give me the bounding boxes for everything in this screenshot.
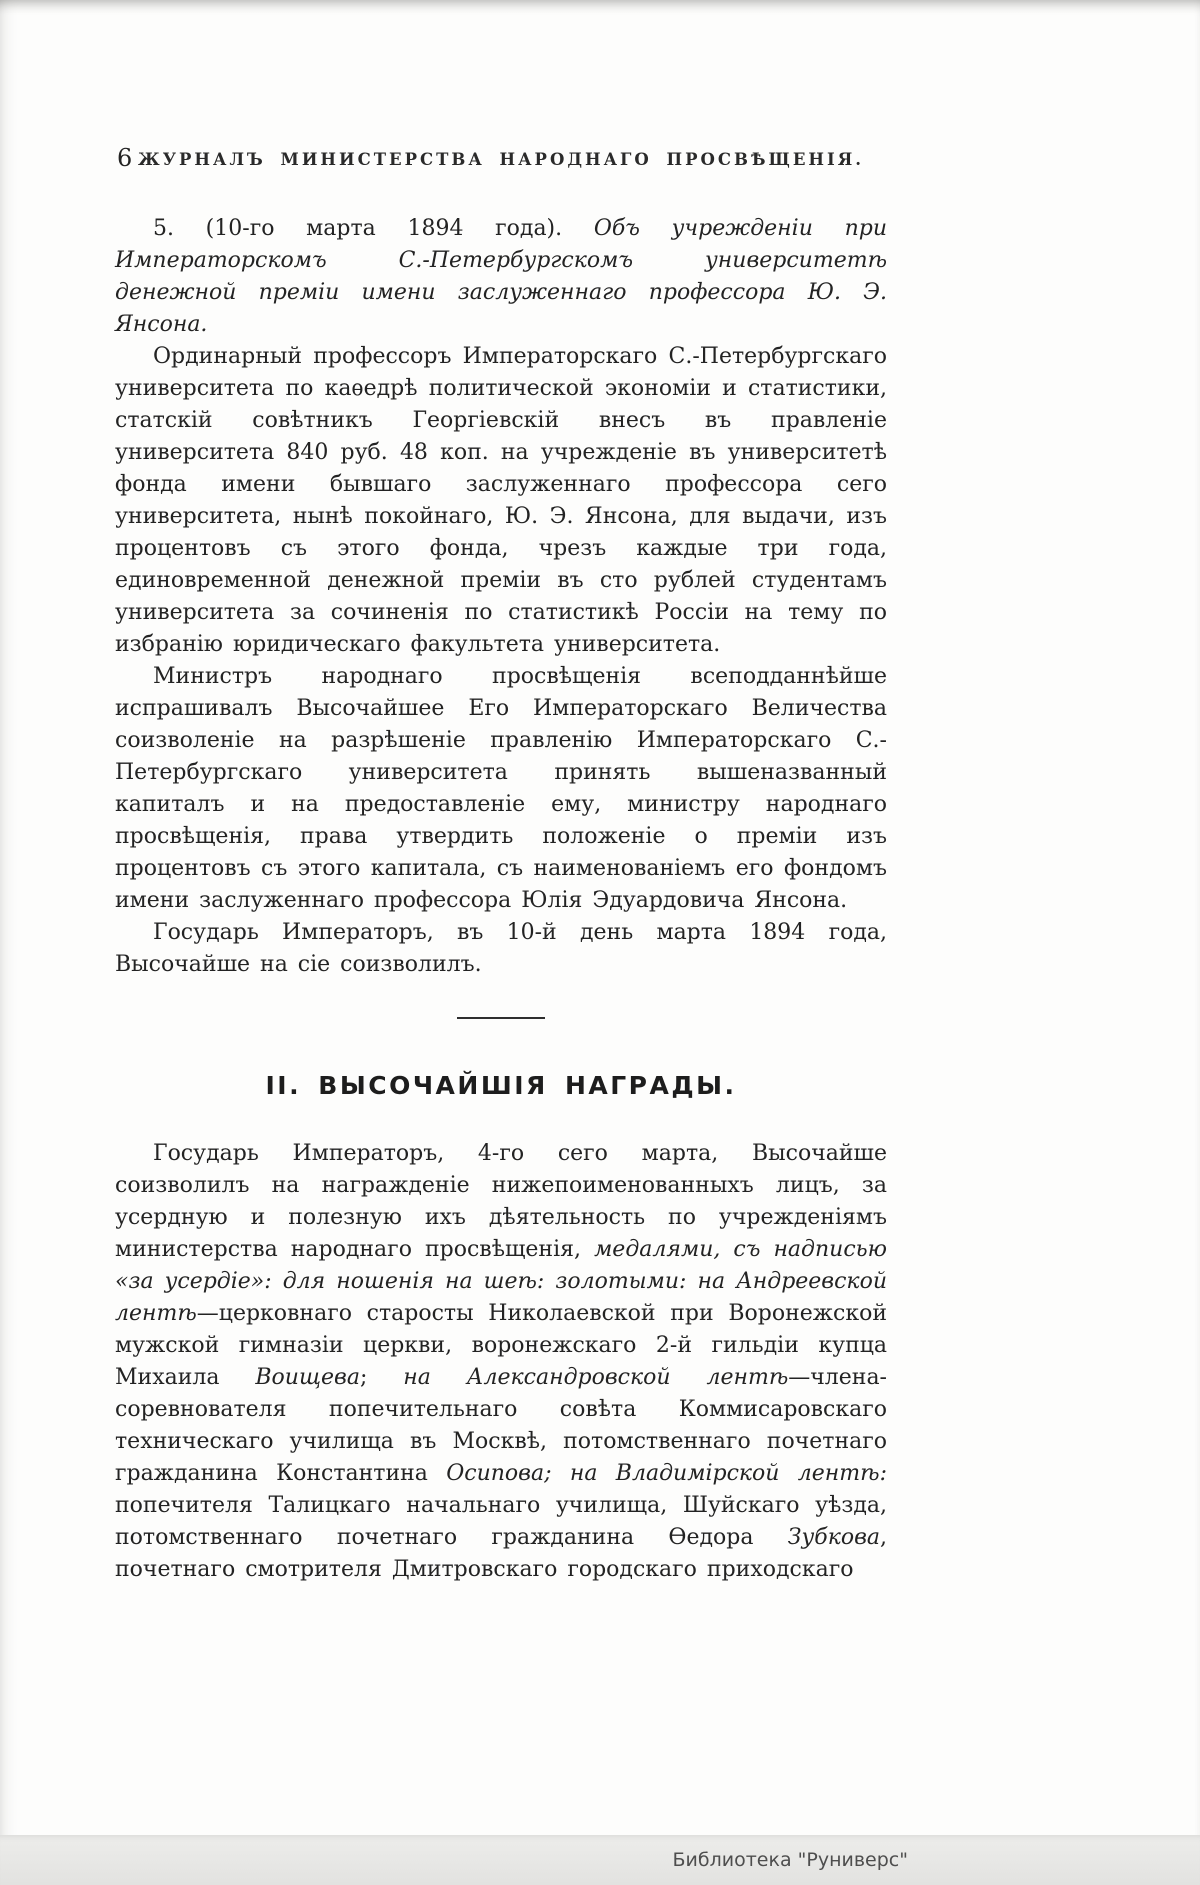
paragraph [115,1138,887,1586]
italic-text-segment: на Александровской лентѣ [403,1365,789,1390]
page-number: 6 [117,144,133,172]
footer-bar [0,1835,1200,1885]
text-segment: ; [359,1365,404,1390]
paragraph [115,213,887,341]
paragraph [115,661,887,917]
text-segment: попечителя Талицкаго начальнаго училища, Шуйскаго уѣзда, потомственнаго почетнаго гражданина Ѳедора [115,1493,887,1550]
italic-text-segment: медалями, съ надписью «за усердіе»: для ношенія на шеѣ: золотыми: на Андреевской лентѣ [115,1237,887,1326]
page-header [115,0,887,172]
text-segment: Государь Императоръ, въ 10-й день марта 1894 года, Высочайше на сіе соизволилъ. [115,920,887,977]
document-body [115,213,887,1586]
text-segment: —члена-соревнователя попечительнаго совѣта Коммисаровскаго техническаго училища въ Москвѣ, потомственнаго почетнаго гражданина Константина [115,1365,887,1486]
text-segment: Государь Императоръ, 4-го сего марта, Высочайше соизволилъ на награжденіе нижепоименованныхъ лицъ, за усердную и полезную ихъ дѣятельность по учрежденіямъ министерства народнаго просвѣщенія, [115,1141,887,1262]
italic-text-segment: Воищева [255,1365,360,1390]
italic-text-segment: Объ учрежденіи при Императорскомъ С.-Петербургскомъ университетѣ денежной преміи имени заслуженнаго профессора Ю. Э. Янсона. [115,216,887,337]
italic-text-segment: Зубкова [787,1525,880,1550]
paragraph [115,341,887,661]
watermark-text: Библиотека "Руниверс" [672,1849,908,1871]
text-segment: 5. (10-го марта 1894 года). [153,216,594,241]
italic-text-segment: на Владимірской лентѣ: [569,1461,887,1486]
running-title: ЖУРНАЛЪ МИНИСТЕРСТВА НАРОДНАГО ПРОСВѢЩЕНІЯ. [137,150,865,169]
text-segment: Ординарный профессоръ Императорскаго С.-Петербургскаго университета по каѳедрѣ политической экономіи и статистики, статскій совѣтникъ Георгіевскій внесъ въ правленіе университета 840 руб. 48 коп. на учрежденіе въ университетѣ фонда имени бывшаго заслуженнаго профессора сего университета, нынѣ покойнаго, Ю. Э. Янсона, для выдачи, изъ процентовъ съ этого фонда, чрезъ каждые три года, единовременной денежной преміи въ сто рублей студентамъ университета за сочиненія по статистикѣ Россіи на тему по избранію юридическаго факультета университета. [115,344,887,657]
italic-text-segment: Осипова; [446,1461,552,1486]
paragraph [115,917,887,981]
text-segment [552,1461,570,1486]
text-segment: Министръ народнаго просвѣщенія всеподданнѣйше испрашивалъ Высочайшее Его Императорскаго Величества соизволеніе на разрѣшеніе правленію Императорскаго С.-Петербургскаго университета принять вышеназванный капиталъ и на предоставленіе ему, министру народнаго просвѣщенія, права утвердить положеніе о преміи изъ процентовъ съ этого капитала, съ наименованіемъ его фондомъ имени заслуженнаго профессора Юлія Эдуардовича Янсона. [115,664,887,913]
section-divider [457,1017,545,1019]
section-heading: II. ВЫСОЧАЙШІЯ НАГРАДЫ. [265,1071,737,1100]
text-column [115,0,887,1586]
text-segment: —церковнаго старосты Николаевской при Воронежской мужской гимназіи церкви, воронежскаго 2-й гильдіи купца Михаила [115,1301,887,1390]
text-segment: , почетнаго смотрителя Дмитровскаго городскаго приходскаго [115,1525,887,1582]
